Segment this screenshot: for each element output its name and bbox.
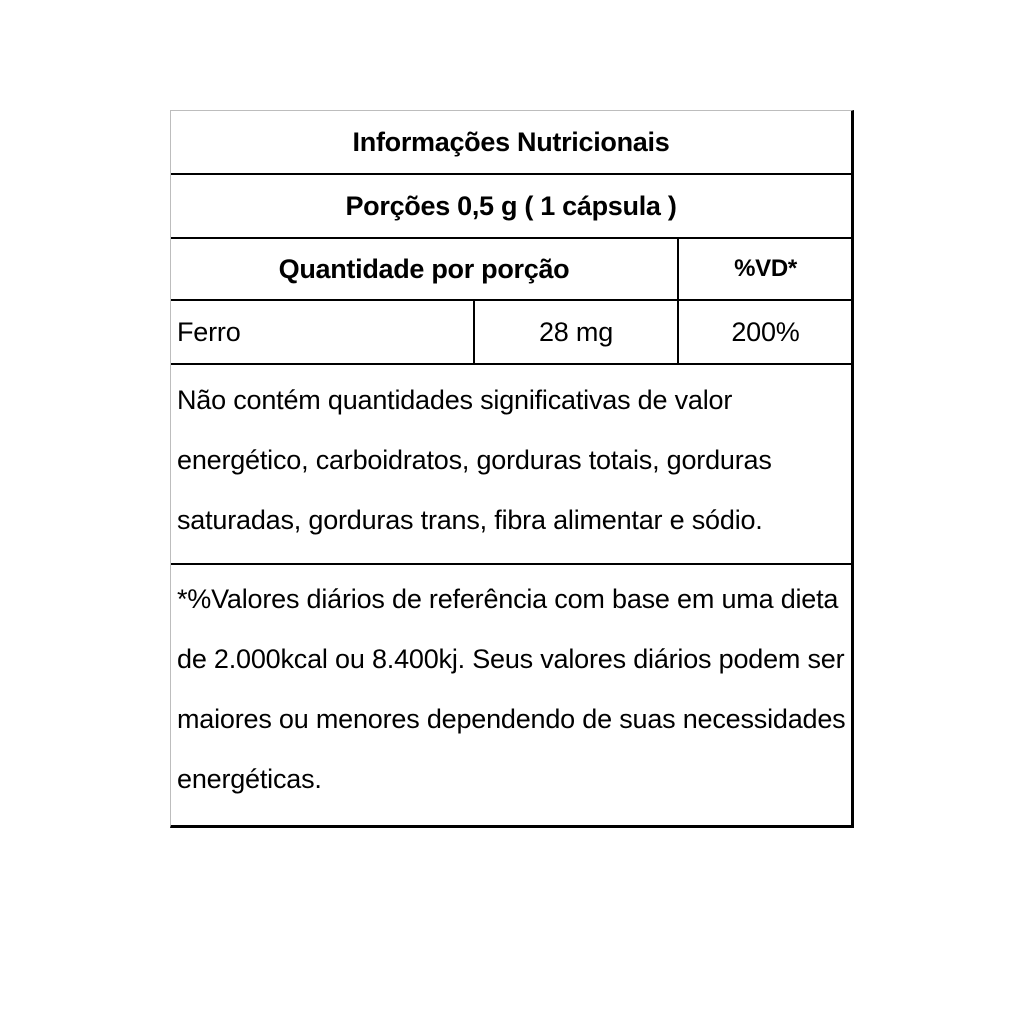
quantity-header: Quantidade por porção <box>278 253 570 284</box>
note-row <box>171 367 851 563</box>
table-title: Informações Nutricionais <box>352 126 670 157</box>
title-row <box>171 111 851 173</box>
nutrient-row <box>171 301 851 363</box>
nutrition-facts-table <box>170 110 854 828</box>
dv-header: %VD* <box>734 255 797 282</box>
note-text: Não contém quantidades significativas de valor energético, carboidratos, gorduras totais, gorduras saturadas, gorduras trans, fibra alimentar e sódio. <box>177 385 772 535</box>
divider <box>171 363 851 365</box>
serving-size: Porções 0,5 g ( 1 cápsula ) <box>345 190 677 221</box>
nutrient-amount: 28 mg <box>538 316 614 347</box>
footnote-row <box>171 567 851 825</box>
header-row <box>171 239 851 299</box>
divider <box>171 563 851 565</box>
serving-row <box>171 175 851 237</box>
nutrient-dv: 200% <box>731 316 800 347</box>
nutrient-name: Ferro <box>177 316 241 347</box>
footnote-text: *%Valores diários de referência com base em uma dieta de 2.000kcal ou 8.400kj. Seus valores diários podem ser maiores ou menores dependendo de suas necessidades energéticas. <box>177 584 846 794</box>
